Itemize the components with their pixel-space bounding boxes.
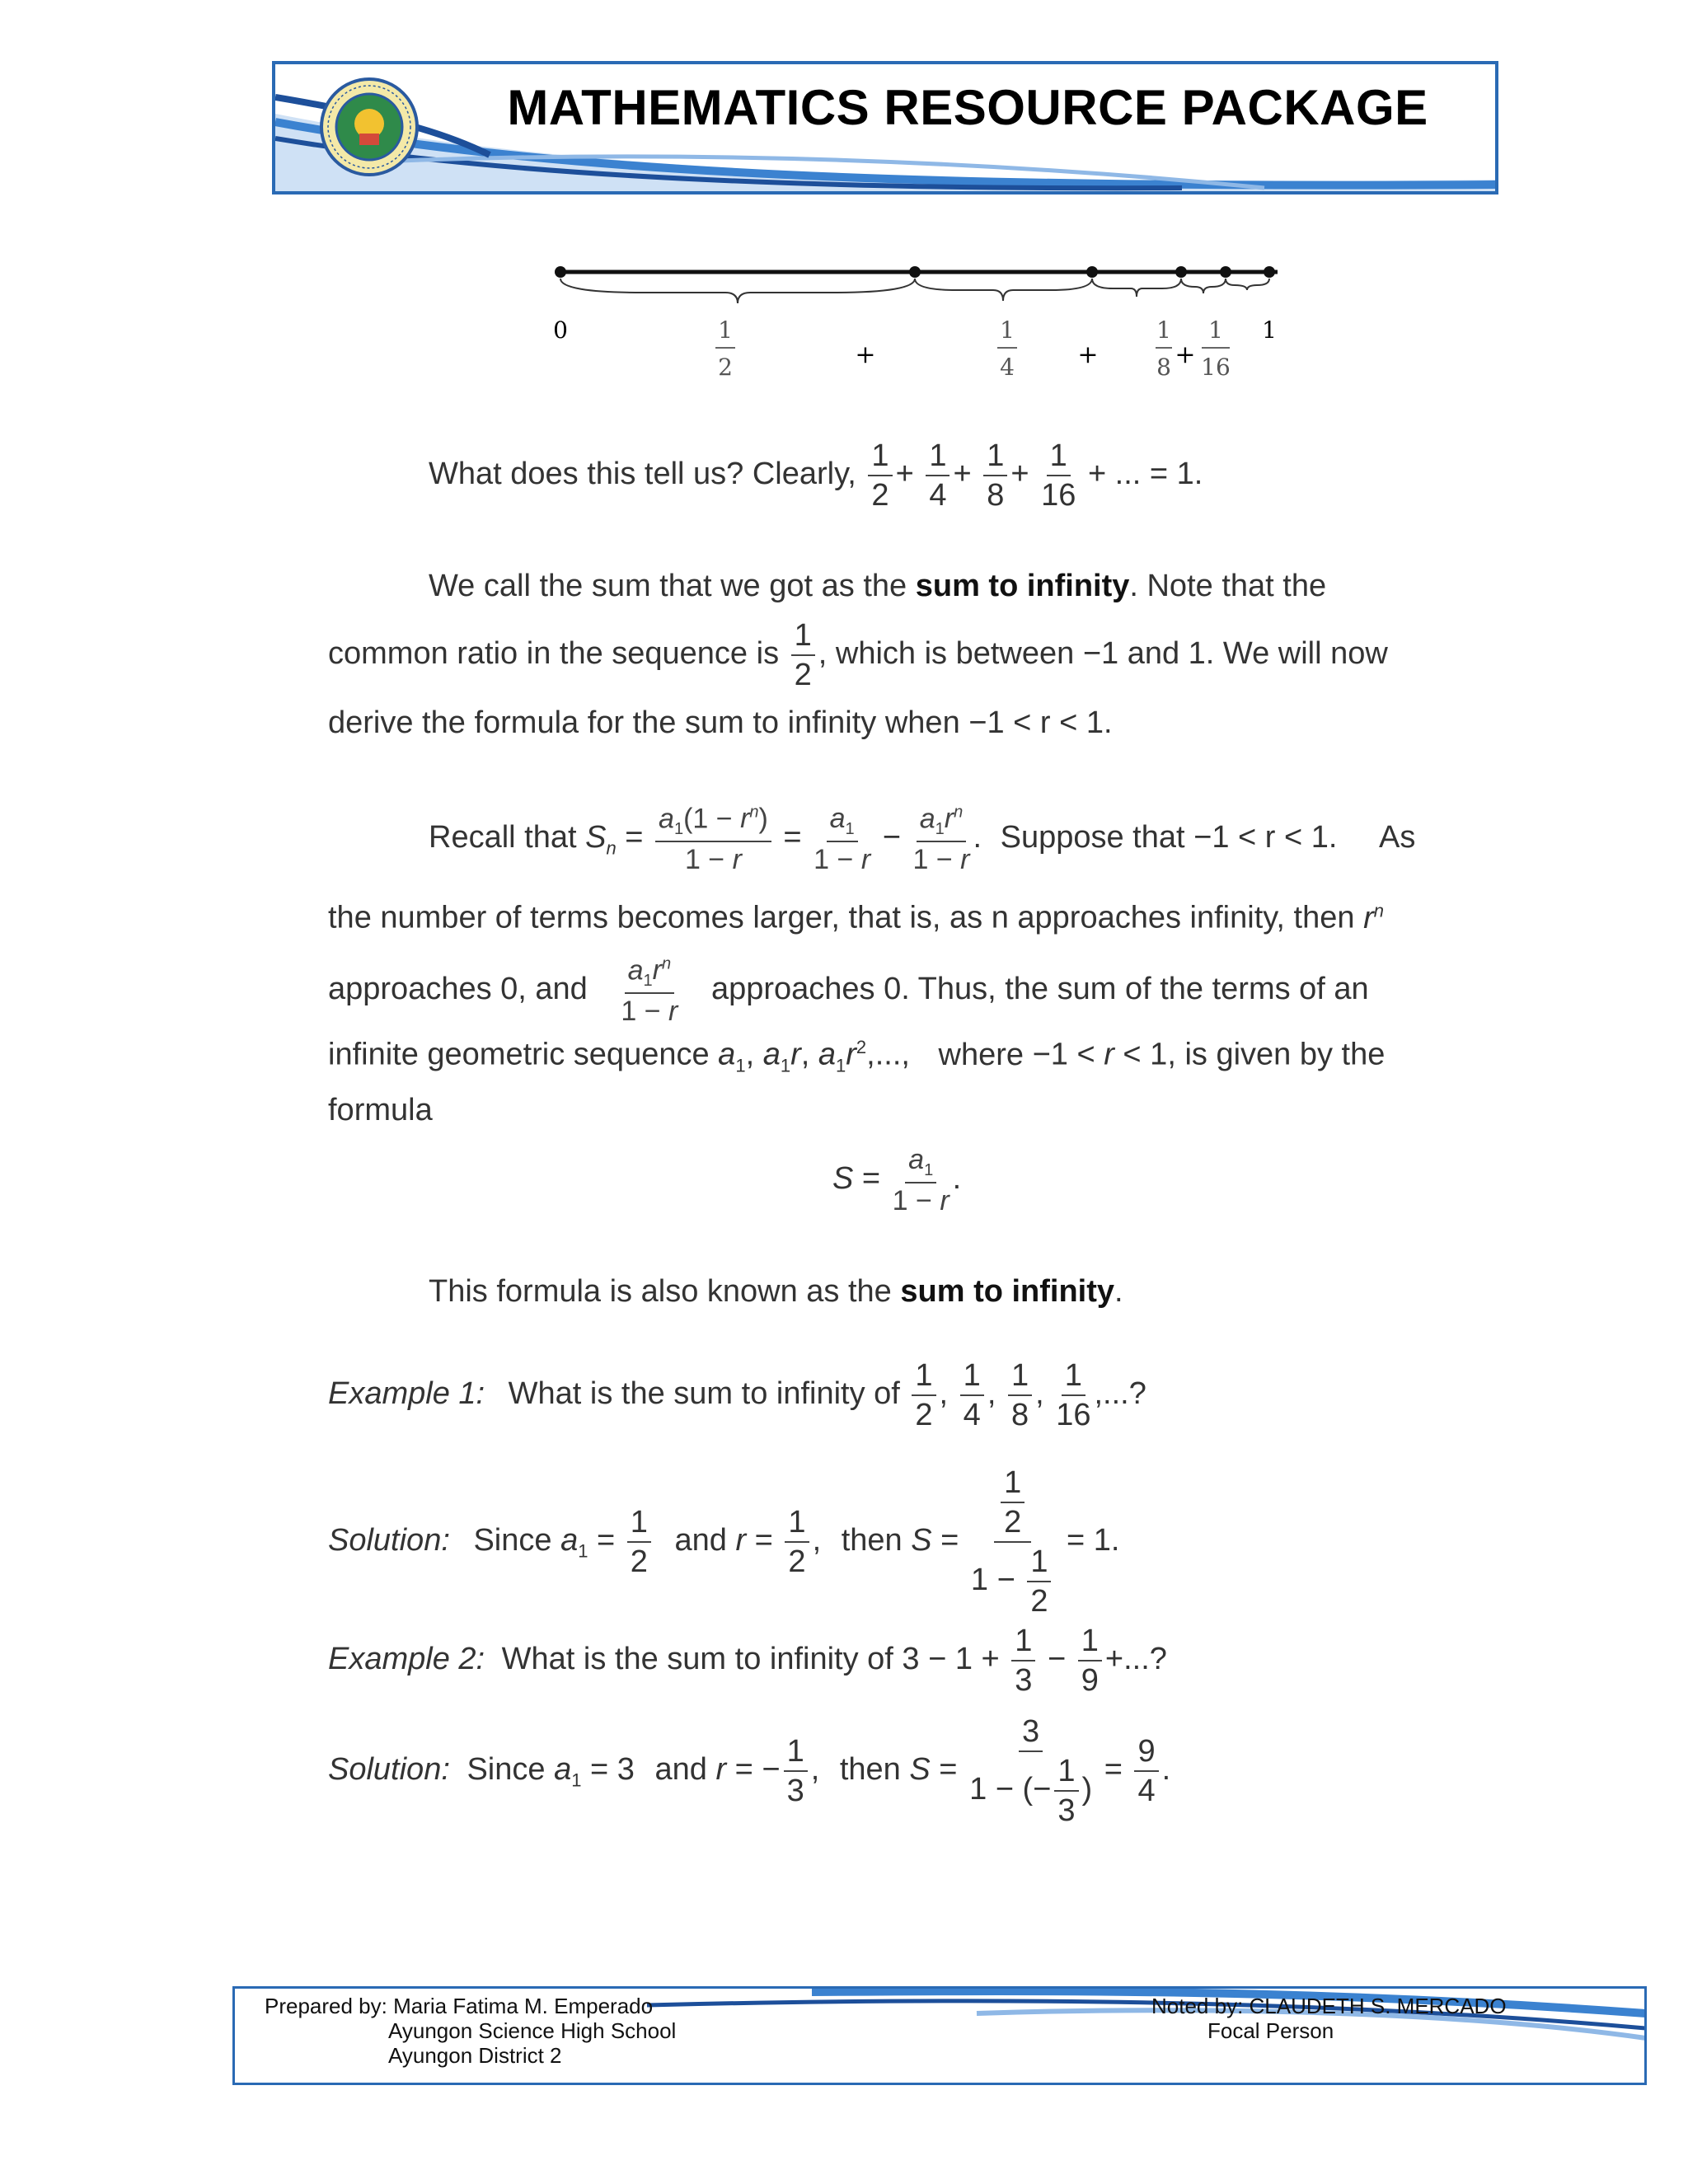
- focal-person-role: Focal Person: [1207, 2018, 1334, 2043]
- page-title: MATHEMATICS RESOURCE PACKAGE: [507, 80, 1428, 135]
- noted-by: Noted by: CLAUDETH S. MERCADO: [1151, 1994, 1507, 2018]
- paragraph-recall-line1: Recall that $S_n$ = $\frac{a_1(1 - r^n)}{1 - r}$ = $\frac{a_1}{1 - r}$ − $\frac{a_1r^n}{1 - r}$ . Suppose that −1 < r < 1. As: [429, 803, 1416, 876]
- example-2-solution: Solution: Since $a_1 = 3$ and r = − $\frac{1}{3}$ , then S = 3 1 − (− $\frac{1}{3}$ ) = $\frac{9}{4}$ .: [328, 1714, 1171, 1828]
- numberline-label-den: 16: [1201, 354, 1231, 381]
- paragraph-sum-to-infinity-line3: [328, 707, 1113, 738]
- solution-then: then: [839, 1752, 901, 1788]
- prepared-by: Prepared by: Maria Fatima M. Emperado: [265, 1994, 654, 2018]
- page-header: [272, 61, 1498, 194]
- solution-then: then: [841, 1523, 903, 1558]
- paragraph-sum-to-infinity-line1: [429, 570, 1326, 602]
- p3-text-e: approaches 0. Thus, the sum of the terms of an: [710, 972, 1369, 1007]
- example-2-question: Example 2: What is the sum to infinity of 3 − 1 + $\frac{1}{3}$ − $\frac{1}{9}$ +...?: [328, 1624, 1167, 1698]
- school-name: Ayungon Science High School: [388, 2018, 677, 2043]
- p2-text-c: common ratio in the sequence is: [328, 636, 780, 672]
- numberline-label-den: 2: [718, 354, 733, 381]
- numberline-plus: +: [1077, 340, 1099, 369]
- numberline-label-num: 1: [1000, 316, 1015, 344]
- number-line-diagram: [544, 255, 1302, 404]
- numberline-start: 0: [553, 316, 568, 344]
- solution-since: Since: [467, 1752, 546, 1788]
- numberline-label-den: 8: [1156, 354, 1171, 381]
- numberline-plus: +: [855, 340, 876, 369]
- p2-text-b: . Note that the: [1129, 569, 1327, 603]
- numberline-label-num: 1: [1208, 316, 1223, 344]
- numberline-label-num: 1: [718, 316, 733, 344]
- p3-condition: −1 < r < 1.: [1193, 820, 1338, 855]
- deped-seal-logo: [318, 76, 420, 178]
- series-end: + ... = 1.: [1087, 457, 1203, 492]
- paragraph-recall-line4: infinite geometric sequence $a_1$, $a_1r$, $a_1r^2$,..., where −1 < r < 1, is given by the: [328, 1037, 1386, 1076]
- p2-text-a: We call the sum that we got as the: [429, 569, 907, 603]
- solution-and: and: [654, 1752, 707, 1788]
- page-footer: [232, 1986, 1647, 2085]
- example-1-solution: Solution: Since $a_1$ = $\frac{1}{2}$ and r = $\frac{1}{2}$ , then S = $\frac{1}{2}$ 1 − $\frac{1}{2}$ = 1.: [328, 1465, 1120, 1619]
- paragraph-recall-line2: the number of terms becomes larger, that is, as n approaches infinity, then $r^n$: [328, 900, 1384, 935]
- example-2-label: Example 2:: [328, 1642, 485, 1677]
- p2-bold-term: sum to infinity: [915, 569, 1130, 603]
- p3-text-as: As: [1378, 820, 1416, 855]
- solution-1-label: Solution:: [328, 1523, 450, 1558]
- paragraph-also-known: [429, 1276, 1123, 1307]
- district-name: Ayungon District 2: [388, 2043, 562, 2068]
- p4-text-a: This formula is also known as the: [429, 1274, 892, 1309]
- sum-to-infinity-formula: S = $\frac{a_1}{1 - r}$ .: [832, 1144, 962, 1216]
- numberline-plus: +: [1175, 340, 1196, 369]
- paragraph-recall-line3: approaches 0, and $\frac{a_1r^n}{1 - r}$ approaches 0. Thus, the sum of the terms of an: [328, 954, 1369, 1028]
- example-1-end: ,...?: [1094, 1376, 1146, 1412]
- p3-text-h: is given by the: [1184, 1037, 1386, 1072]
- paragraph-sum-to-infinity-line2: common ratio in the sequence is $\frac{1}{2}$ , which is between −1 and 1. We will now: [328, 618, 1388, 692]
- example-1-text: What is the sum to infinity of: [508, 1376, 900, 1412]
- p3-text-a: Recall that: [429, 820, 577, 855]
- p2-text-e: derive the formula for the sum to infinity when: [328, 705, 960, 740]
- solution-2-label: Solution:: [328, 1752, 450, 1788]
- p3-text-b: Suppose that: [1000, 820, 1185, 855]
- solution-since: Since: [473, 1523, 552, 1558]
- p3-text-g: where: [938, 1037, 1025, 1072]
- p2-text-d: , which is between −1 and 1. We will now: [818, 636, 1388, 672]
- clearly-text: What does this tell us? Clearly,: [429, 457, 856, 492]
- solution-and: and: [674, 1523, 727, 1558]
- p4-bold-term: sum to infinity: [900, 1274, 1115, 1309]
- numberline-label-den: 4: [1000, 354, 1015, 381]
- example-2-text: What is the sum to infinity of: [501, 1642, 893, 1677]
- paragraph-recall-line5: [328, 1094, 433, 1126]
- p3-text-i: formula: [328, 1093, 433, 1127]
- paragraph-clearly: What does this tell us? Clearly, $\frac{1}{2}$ + $\frac{1}{4}$ + $\frac{1}{8}$ + $\frac{1}{16}$ + ... = 1.: [429, 438, 1203, 513]
- numberline-end: 1: [1262, 316, 1277, 344]
- p4-end: .: [1114, 1274, 1123, 1309]
- example-1-question: Example 1: What is the sum to infinity of $\frac{1}{2}$ , $\frac{1}{4}$ , $\frac{1}{8}$ , $\frac{1}{16}$ ,...?: [328, 1358, 1146, 1432]
- p3-text-d: approaches 0, and: [328, 972, 588, 1007]
- numberline-label-num: 1: [1156, 316, 1171, 344]
- p2-condition: −1 < r < 1.: [968, 705, 1113, 740]
- p3-text-c: the number of terms becomes larger, that is, as n approaches infinity, then: [328, 900, 1355, 935]
- p3-text-f: infinite geometric sequence: [328, 1037, 710, 1072]
- example-2-end: +...?: [1104, 1642, 1167, 1677]
- example-1-label: Example 1:: [328, 1376, 485, 1412]
